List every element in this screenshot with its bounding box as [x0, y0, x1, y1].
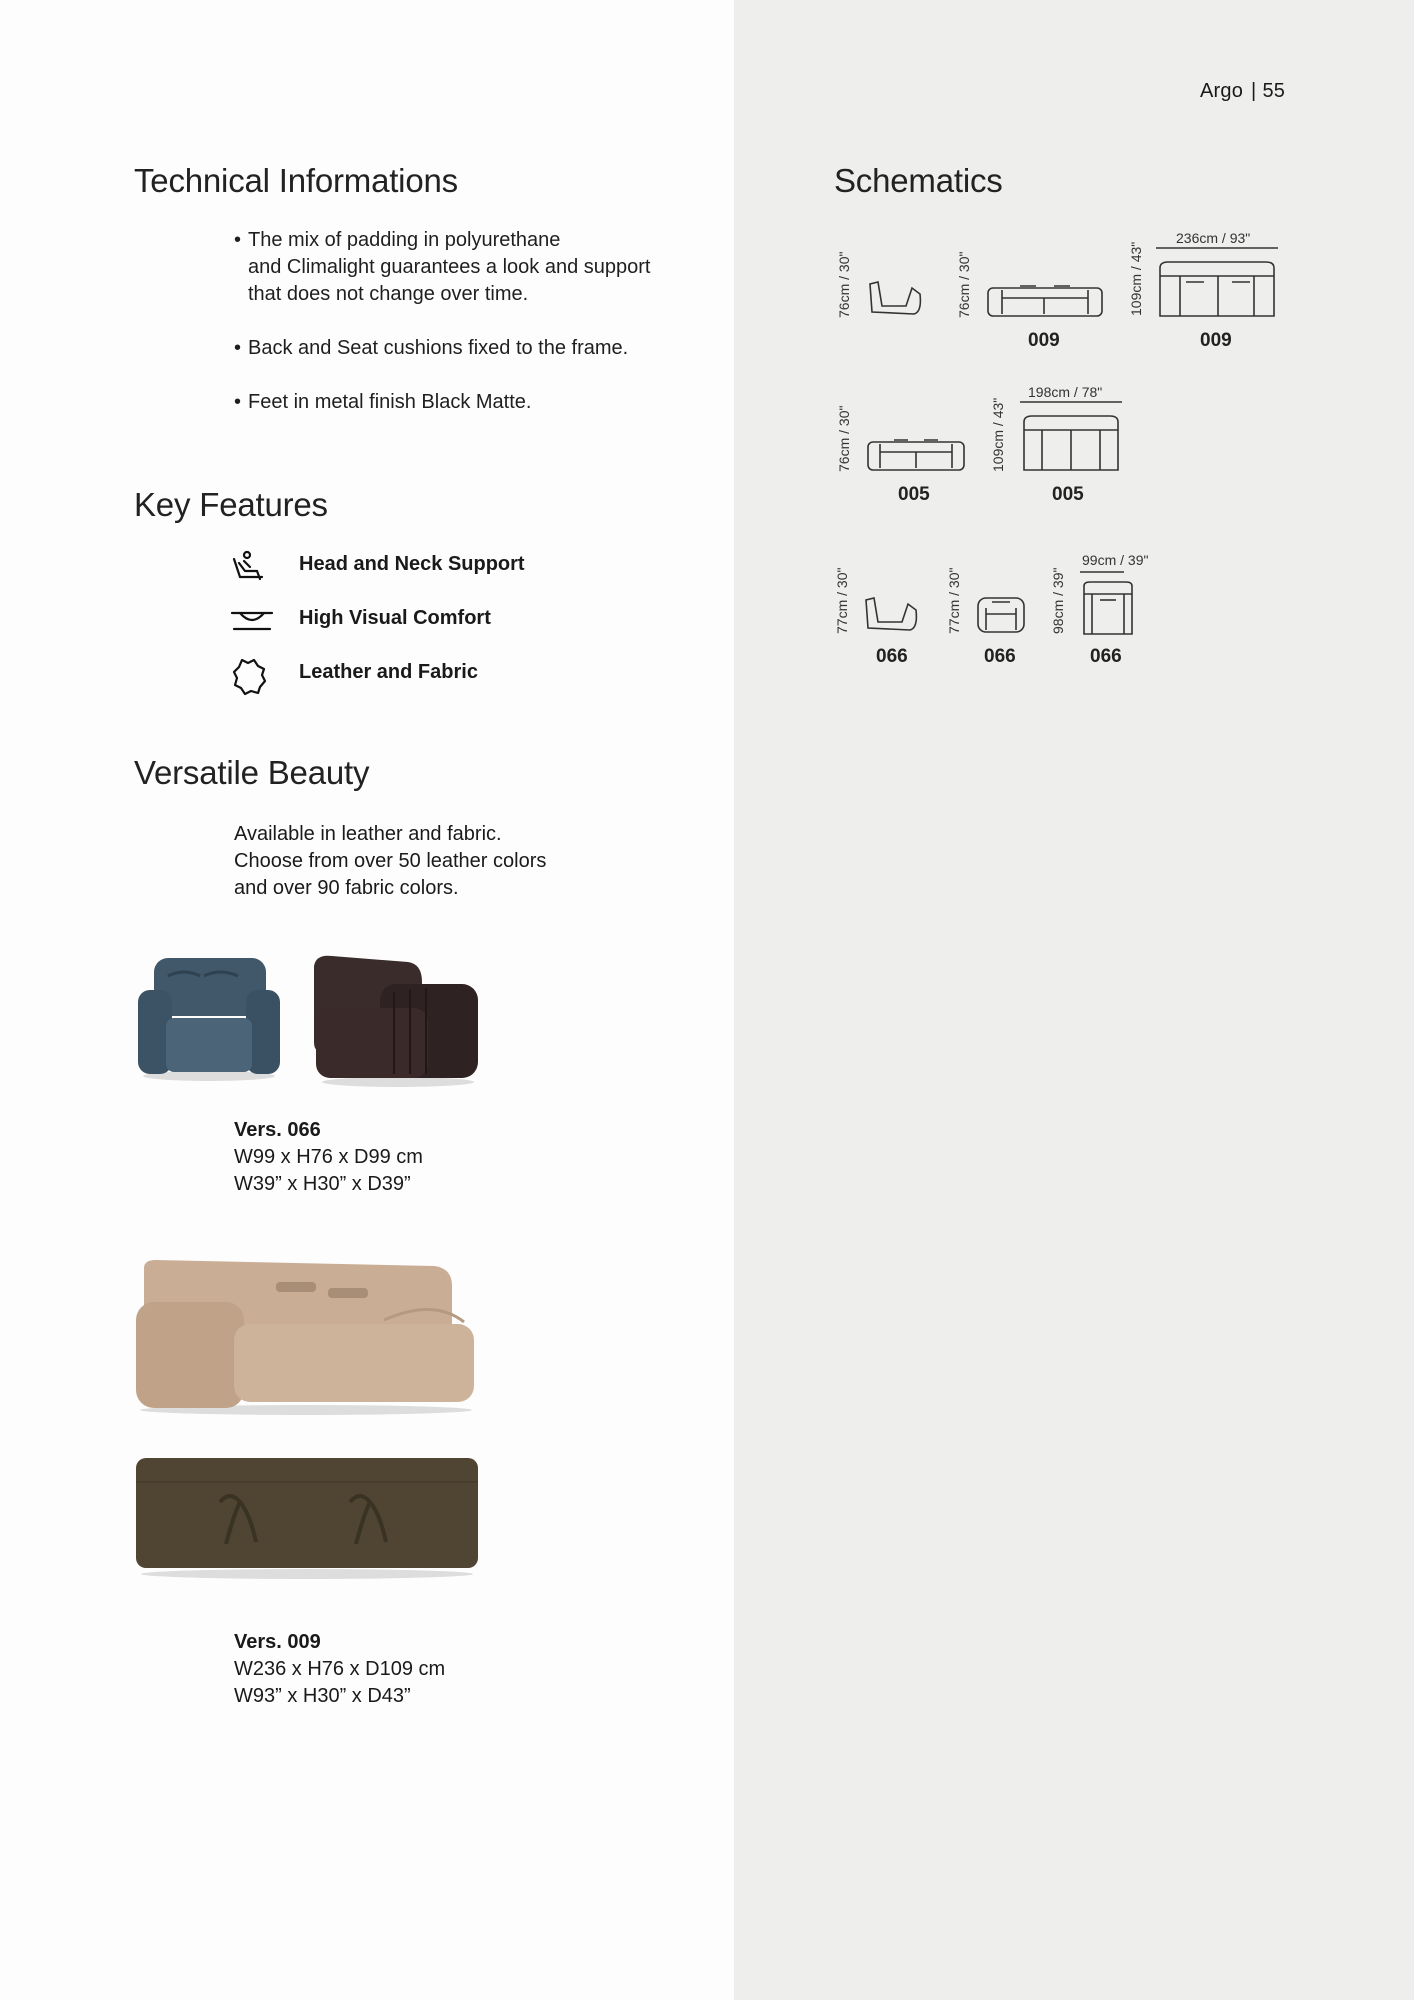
schem-code: 066 [876, 646, 908, 667]
schem-code: 005 [898, 484, 930, 505]
technical-title: Technical Informations [134, 162, 458, 199]
schematics-title: Schematics [834, 162, 1003, 199]
schem-066-top [1078, 570, 1138, 636]
leather-hide-icon [230, 657, 270, 697]
schem-005-top [1018, 400, 1124, 472]
page-num: 55 [1262, 80, 1286, 102]
version-066-specs: Vers. 066 W99 x H76 x D99 cm W39” x H30” x D39” [234, 1119, 423, 1195]
visual-comfort-icon [230, 603, 274, 639]
schem-dim: 77cm / 30" [946, 567, 962, 634]
page-number: Argo | 55 [1200, 80, 1286, 102]
schem-066-side [862, 592, 922, 634]
schem-dim: 98cm / 39" [1050, 567, 1066, 634]
schem-code: 066 [984, 646, 1016, 667]
versatile-title: Versatile Beauty [134, 754, 370, 791]
schem-dim: 77cm / 30" [834, 567, 850, 634]
feature-visual-comfort: High Visual Comfort [230, 599, 630, 639]
head-neck-support-icon [230, 549, 270, 585]
schem-code: 009 [1200, 330, 1232, 351]
tech-bullet-2: • Back and Seat cushions fixed to the frame. [234, 337, 629, 359]
schem-code: 005 [1052, 484, 1084, 505]
key-features-title: Key Features [134, 486, 328, 523]
schem-dim: 76cm / 30" [956, 251, 972, 318]
sofa-olive-photo [134, 1452, 480, 1580]
version-009-specs: Vers. 009 W236 x H76 x D109 cm W93” x H30” x D43” [234, 1631, 446, 1707]
schem-009-front [984, 276, 1106, 318]
schem-code: 009 [1028, 330, 1060, 351]
schem-width: 198cm / 78" [1028, 384, 1103, 400]
schem-066-front [974, 590, 1028, 634]
schem-width: 236cm / 93" [1176, 230, 1251, 246]
sofa-beige-photo [134, 1258, 478, 1416]
schem-width: 99cm / 39" [1082, 552, 1149, 568]
schem-code: 066 [1090, 646, 1122, 667]
brand-name: Argo [1200, 80, 1244, 102]
tech-bullet-3: • Feet in metal finish Black Matte. [234, 391, 532, 413]
tech-bullet-1: • The mix of padding in polyurethane and Climalight guarantees a look and support that does not change over time. [234, 229, 651, 305]
schem-dim: 76cm / 30" [836, 405, 852, 472]
schem-005-front [864, 432, 968, 472]
schem-009-top [1154, 246, 1280, 318]
armchair-blue-photo [134, 952, 284, 1082]
schem-009-armchair-side [866, 276, 926, 318]
schem-dim: 109cm / 43" [1128, 241, 1144, 316]
feature-leather-fabric: Leather and Fabric [230, 653, 630, 693]
armchair-dark-photo [310, 952, 482, 1088]
feature-head-neck: Head and Neck Support [230, 545, 630, 585]
schem-dim: 109cm / 43" [990, 397, 1006, 472]
versatile-text: Available in leather and fabric. Choose from over 50 leather colors and over 90 fabric colors. [234, 823, 547, 899]
schem-dim: 76cm / 30" [836, 251, 852, 318]
